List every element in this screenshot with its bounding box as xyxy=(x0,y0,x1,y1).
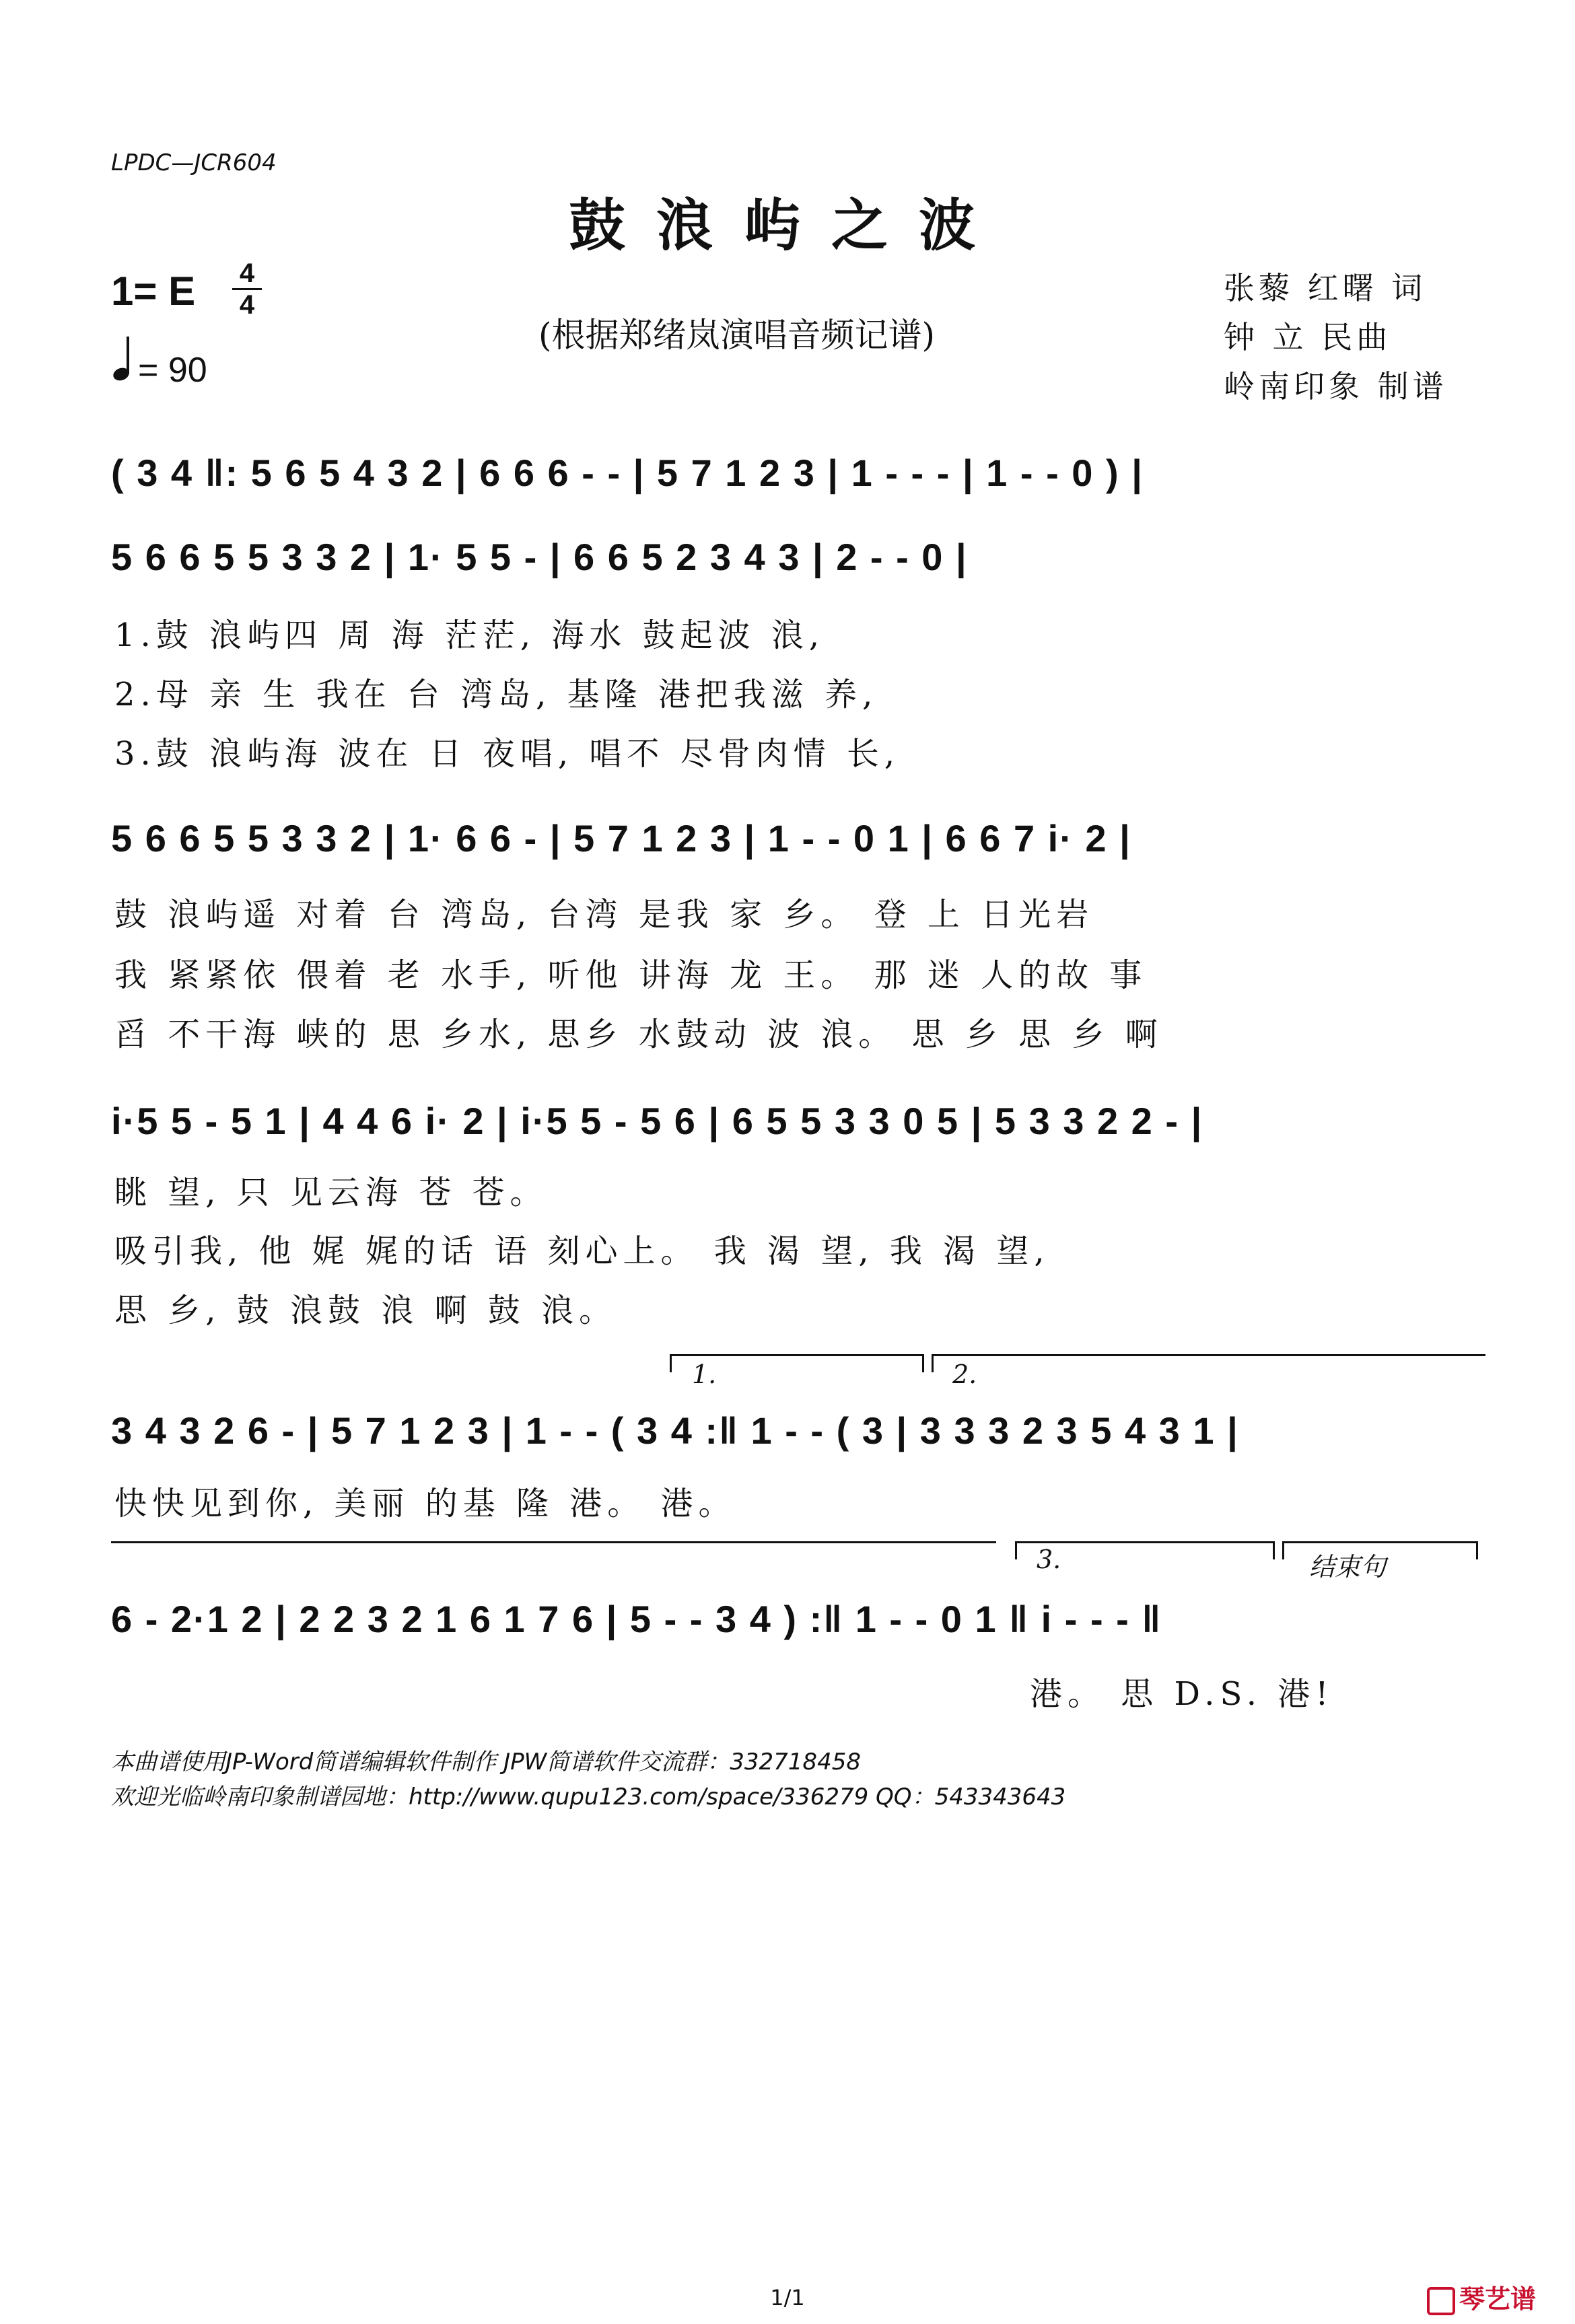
credit-lyricist: 张藜 红曙 词 xyxy=(1224,270,1427,306)
tempo-marking: = 90 xyxy=(138,351,207,390)
logo-text: 琴艺谱 xyxy=(1459,2284,1537,2314)
lyric-row-4-verse-3: 思 乡, 鼓 浪鼓 浪 啊 鼓 浪。 xyxy=(114,1292,617,1329)
footer-website-note: 欢迎光临岭南印象制谱园地：http://www.qupu123.com/space/336279 QQ：543343643 xyxy=(111,1784,1066,1810)
score-row-5: 3 4 3 2 6 - | 5 7 1 2 3 | 1 - - ( 3 4 :‖ 1 - - ( 3 | 3 3 3 2 3 5 4 3 1 | xyxy=(111,1409,1239,1452)
time-signature xyxy=(232,259,262,319)
page-title: 鼓浪屿之波 xyxy=(568,192,1006,258)
score-row-4: i·5 5 - 5 1 | 4 4 6 i· 2 | i·5 5 - 5 6 | 6 5 5 3 3 0 5 | 5 3 3 2 2 - | xyxy=(111,1100,1203,1142)
page-number: 1/1 xyxy=(770,2285,805,2311)
lyric-row-2-verse-1: 1.鼓 浪屿四 周 海 茫茫, 海水 鼓起波 浪, xyxy=(114,617,825,654)
lyric-row-6: 港。 思 D.S. 港! xyxy=(1030,1675,1334,1713)
lyric-row-3-verse-1: 鼓 浪屿遥 对着 台 湾岛, 台湾 是我 家 乡。 登 上 日光岩 xyxy=(114,896,1094,934)
first-ending-label: 1. xyxy=(692,1360,717,1389)
lyric-row-4-verse-1: 眺 望, 只 见云海 苍 苍。 xyxy=(114,1174,548,1211)
third-ending-label: 3. xyxy=(1037,1545,1061,1574)
second-ending-bracket xyxy=(932,1354,1485,1372)
finale-label: 结束句 xyxy=(1309,1552,1387,1582)
lyric-row-5: 快快见到你, 美丽 的基 隆 港。 港。 xyxy=(114,1485,736,1522)
lyric-row-2-verse-3: 3.鼓 浪屿海 波在 日 夜唱, 唱不 尽骨肉情 长, xyxy=(114,735,901,773)
credit-composer: 钟 立 民曲 xyxy=(1224,319,1392,355)
brand-logo xyxy=(1427,2278,1536,2315)
key-signature: 1= E xyxy=(111,269,196,314)
credit-engraver: 岭南印象 制谱 xyxy=(1224,368,1448,404)
second-ending-label: 2. xyxy=(952,1360,977,1389)
score-row-6: 6 - 2·1 2 | 2 2 3 2 1 6 1 7 6 | 5 - - 3 4 ) :‖ 1 - - 0 1 ‖ i - - - ‖ xyxy=(111,1598,1162,1640)
repeat-line xyxy=(111,1541,996,1545)
score-row-3: 5 6 6 5 5 3 3 2 | 1· 6 6 - | 5 7 1 2 3 | 1 - - 0 1 | 6 6 7 i· 2 | xyxy=(111,817,1131,859)
footer-software-note: 本曲谱使用JP-Word简谱编辑软件制作 JPW简谱软件交流群：332718458 xyxy=(111,1749,861,1775)
lyric-row-3-verse-2: 我 紧紧依 偎着 老 水手, 听他 讲海 龙 王。 那 迷 人的故 事 xyxy=(114,956,1148,994)
lyric-row-3-verse-3: 舀 不干海 峡的 思 乡水, 思乡 水鼓动 波 浪。 思 乡 思 乡 啊 xyxy=(114,1016,1163,1053)
score-code: LPDC—JCR604 xyxy=(111,149,277,176)
logo-mark-icon xyxy=(1427,2287,1455,2315)
credits xyxy=(1224,264,1448,411)
subtitle: (根据郑绪岚演唱音频记谱) xyxy=(538,316,936,355)
score-row-2: 5 6 6 5 5 3 3 2 | 1· 5 5 - | 6 6 5 2 3 4 3 | 2 - - 0 | xyxy=(111,536,968,578)
meter-top: 4 xyxy=(239,258,255,288)
meter-bottom: 4 xyxy=(239,290,255,320)
lyric-row-4-verse-2: 吸引我, 他 娓 娓的话 语 刻心上。 我 渴 望, 我 渴 望, xyxy=(114,1232,1050,1270)
score-row-1: ( 3 4 ‖: 5 6 5 4 3 2 | 6 6 6 - - | 5 7 1 2 3 | 1 - - - | 1 - - 0 ) | xyxy=(111,452,1144,494)
lyric-row-2-verse-2: 2.母 亲 生 我在 台 湾岛, 基隆 港把我滋 养, xyxy=(114,676,878,713)
